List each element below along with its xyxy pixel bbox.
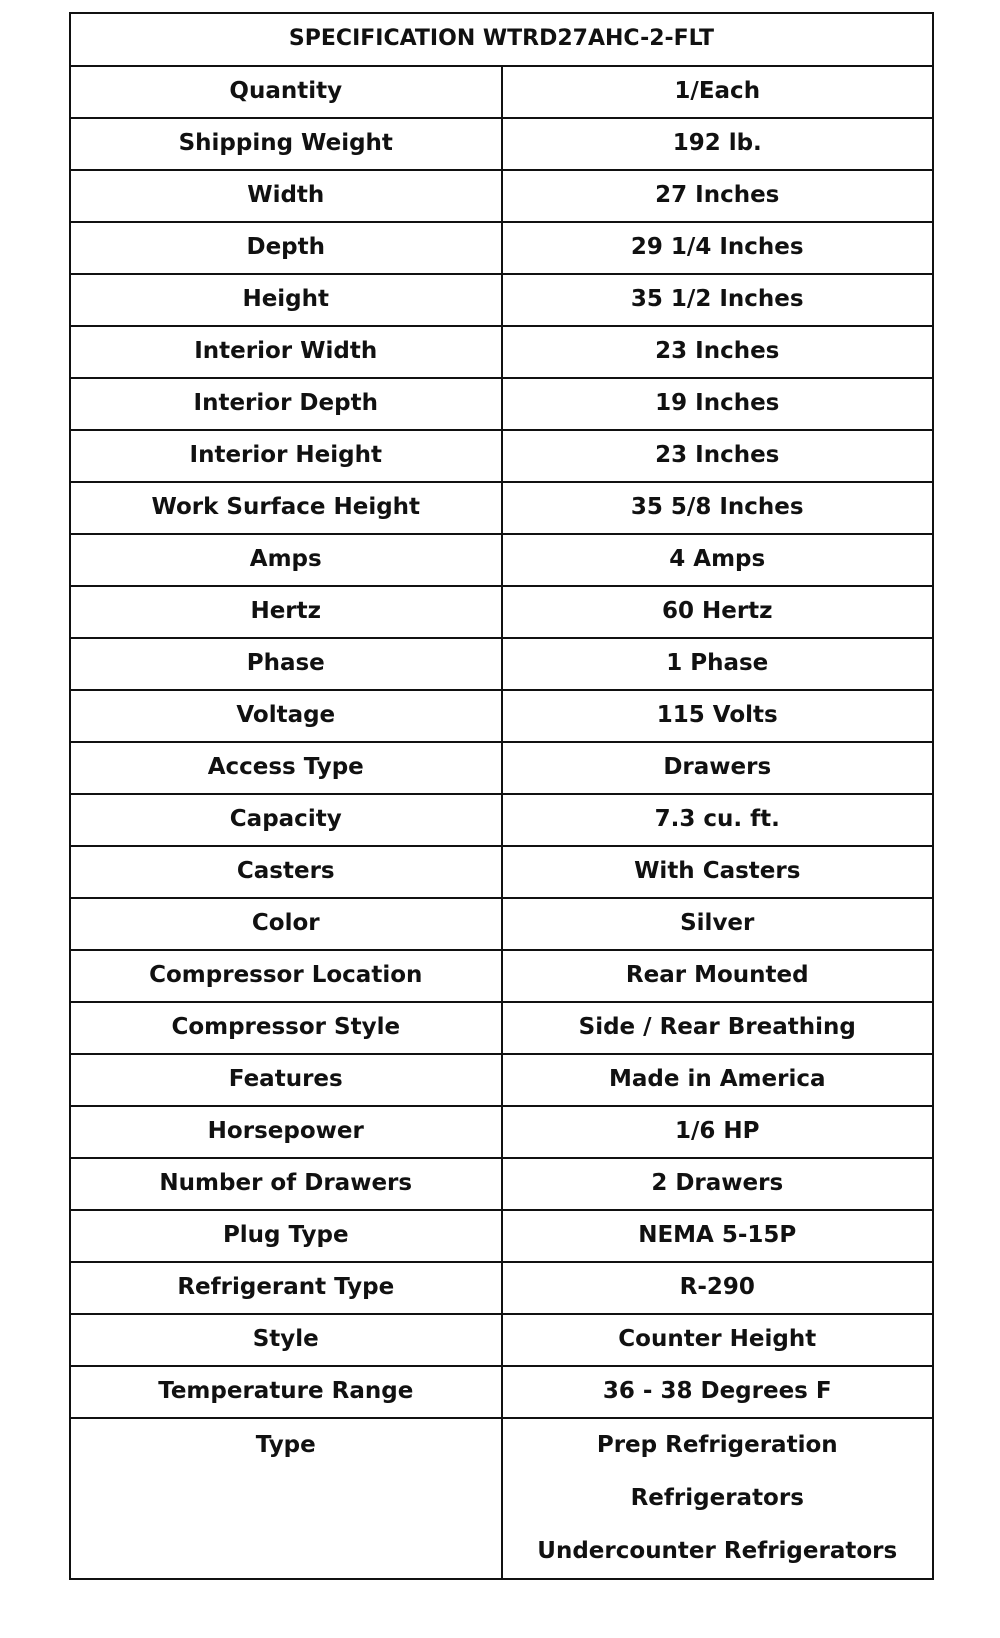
spec-value: 23 Inches [502, 430, 934, 482]
spec-value-list [502, 1418, 934, 1579]
spec-label: Phase [70, 638, 502, 690]
type-value: Refrigerators [630, 1485, 804, 1511]
table-row [70, 1158, 933, 1210]
table-row [70, 430, 933, 482]
spec-label: Type [70, 1418, 502, 1579]
spec-label: Work Surface Height [70, 482, 502, 534]
type-value: Prep Refrigeration [596, 1432, 838, 1458]
spec-value: 35 1/2 Inches [502, 274, 934, 326]
spec-value: 7.3 cu. ft. [502, 794, 934, 846]
spec-label: Shipping Weight [70, 118, 502, 170]
spec-value: 35 5/8 Inches [502, 482, 934, 534]
table-row [70, 846, 933, 898]
spec-value: 19 Inches [502, 378, 934, 430]
spec-value: With Casters [502, 846, 934, 898]
spec-value: 23 Inches [502, 326, 934, 378]
spec-label: Refrigerant Type [70, 1262, 502, 1314]
spec-label: Casters [70, 846, 502, 898]
table-row [70, 1366, 933, 1418]
table-row [70, 378, 933, 430]
table-row [70, 482, 933, 534]
spec-value: Drawers [502, 742, 934, 794]
spec-value: 1/6 HP [502, 1106, 934, 1158]
spec-label: Capacity [70, 794, 502, 846]
spec-label: Interior Width [70, 326, 502, 378]
table-row [70, 794, 933, 846]
table-row [70, 534, 933, 586]
spec-value: Side / Rear Breathing [502, 1002, 934, 1054]
table-row [70, 274, 933, 326]
spec-value: 36 - 38 Degrees F [502, 1366, 934, 1418]
spec-value: 29 1/4 Inches [502, 222, 934, 274]
table-row [70, 1314, 933, 1366]
spec-label: Height [70, 274, 502, 326]
spec-value: 60 Hertz [502, 586, 934, 638]
table-row [70, 170, 933, 222]
spec-label: Temperature Range [70, 1366, 502, 1418]
spec-value: 27 Inches [502, 170, 934, 222]
table-row [70, 1002, 933, 1054]
spec-value: Rear Mounted [502, 950, 934, 1002]
spec-label: Compressor Location [70, 950, 502, 1002]
spec-label: Amps [70, 534, 502, 586]
spec-label: Plug Type [70, 1210, 502, 1262]
specification-table [69, 12, 934, 1580]
table-row [70, 742, 933, 794]
table-body [70, 66, 933, 1579]
type-value: Undercounter Refrigerators [537, 1538, 898, 1564]
table-row [70, 1210, 933, 1262]
spec-value: Made in America [502, 1054, 934, 1106]
spec-value: 2 Drawers [502, 1158, 934, 1210]
table-row-type [70, 1418, 933, 1579]
spec-label: Voltage [70, 690, 502, 742]
table-row [70, 1054, 933, 1106]
spec-label: Depth [70, 222, 502, 274]
spec-value: Counter Height [502, 1314, 934, 1366]
spec-label: Style [70, 1314, 502, 1366]
spec-label: Features [70, 1054, 502, 1106]
spec-label: Horsepower [70, 1106, 502, 1158]
spec-value: 4 Amps [502, 534, 934, 586]
table-row [70, 1262, 933, 1314]
spec-label: Quantity [70, 66, 502, 118]
table-row [70, 898, 933, 950]
spec-label: Access Type [70, 742, 502, 794]
spec-value: NEMA 5-15P [502, 1210, 934, 1262]
spec-value: Silver [502, 898, 934, 950]
table-row [70, 222, 933, 274]
table-row [70, 66, 933, 118]
spec-label: Interior Height [70, 430, 502, 482]
table-title: SPECIFICATION WTRD27AHC-2-FLT [70, 13, 933, 66]
table-header-row [70, 13, 933, 66]
table-row [70, 326, 933, 378]
spec-label: Interior Depth [70, 378, 502, 430]
table-row [70, 118, 933, 170]
spec-label: Number of Drawers [70, 1158, 502, 1210]
spec-value: R-290 [502, 1262, 934, 1314]
spec-value: 1/Each [502, 66, 934, 118]
spec-value: 192 lb. [502, 118, 934, 170]
table-row [70, 1106, 933, 1158]
spec-label: Hertz [70, 586, 502, 638]
spec-value: 1 Phase [502, 638, 934, 690]
table-row [70, 638, 933, 690]
table-row [70, 586, 933, 638]
spec-value: 115 Volts [502, 690, 934, 742]
table-row [70, 690, 933, 742]
spec-label: Color [70, 898, 502, 950]
table-row [70, 950, 933, 1002]
spec-label: Width [70, 170, 502, 222]
spec-label: Compressor Style [70, 1002, 502, 1054]
